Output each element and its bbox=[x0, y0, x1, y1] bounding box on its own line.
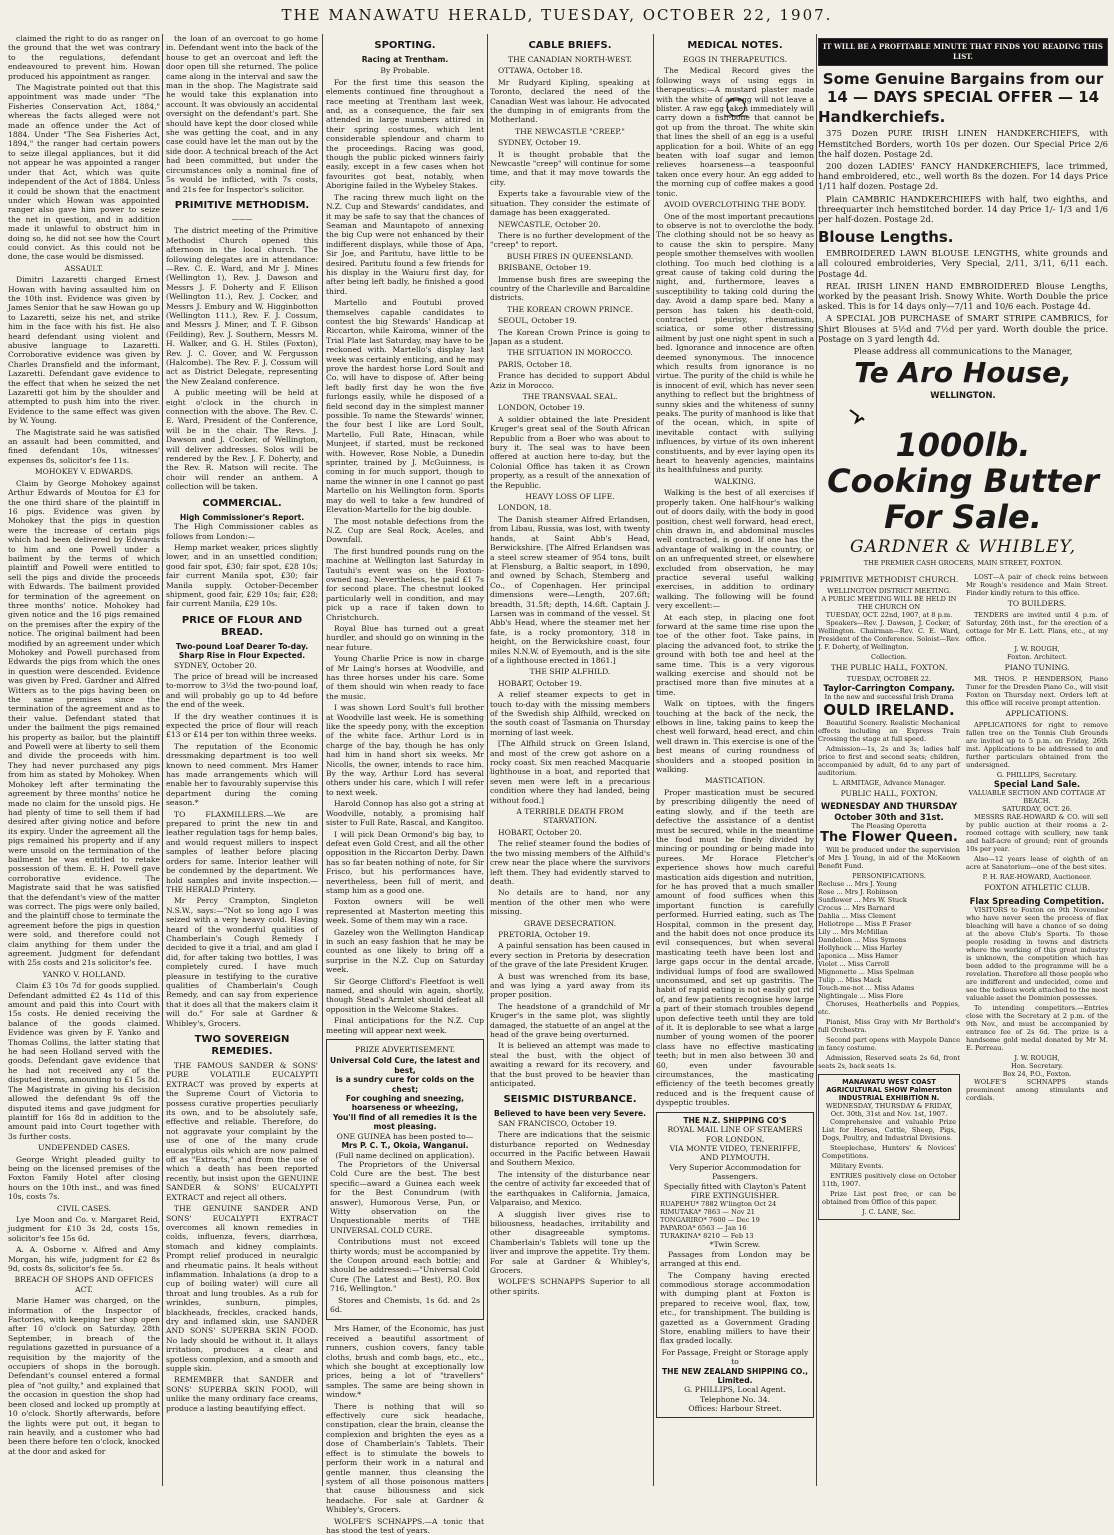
race-cycle-seed-ads bbox=[657, 84, 814, 1486]
column-1 bbox=[8, 34, 160, 1488]
prize-advertisement bbox=[326, 1039, 484, 1320]
ad-text: 200 dozen LADIES' FANCY HANDKERCHIEFS, lace trimmed, hand embroidered, etc., well worth 8s the dozen. For 14 days Price 1/11 half dozen. Postage 2d. bbox=[818, 161, 1108, 192]
article-text: Hemp market weaker, prices slightly lower, and in an unsettled condition; good fair spot, £30; fair spot, £28 10s; fair current Manila spot, £30; fair Manila supply. October-December shipment, good fair, £29 10s; fair, £28; fair current Manila, £29 10s. bbox=[166, 542, 318, 609]
article-text: The first hundred pounds rung on the machine at Wellington last Saturday in Tautuhi's event was on the Foxton-owned nag. Nevertheless, he paid £1 7s for second place. The chestnut looked particularly well in condition, and may pick up a race if taken down to Christchurch. bbox=[326, 546, 484, 622]
subheading: EGGS IN THERAPEUTICS. bbox=[682, 55, 788, 64]
ad-text: Contributions must not exceed thirty words; must be accompanied by the Coupon around each bottle; and should be addressed:—"Universal Cold Cure (The Latest and Best), P.O. Box 716, Wellington." bbox=[330, 1237, 480, 1294]
wellington: WELLINGTON. bbox=[930, 390, 996, 401]
column-6 bbox=[818, 34, 1108, 1488]
subheading: BUSH FIRES IN QUEENSLAND. bbox=[506, 251, 634, 261]
article-text: The headstone of a grandchild of Mr Kruger's in the same plot, was slightly damaged, the statuette of an angel at the head of the grave being overturned. bbox=[490, 1001, 650, 1039]
ad-line: Hon. Secretary. bbox=[1010, 1061, 1063, 1070]
headline-sporting: SPORTING. bbox=[374, 40, 436, 51]
article-text: A public meeting will be held at eight o'clock in the church in connection with the above. The Rev. C. E. Ward, President of the Conference, will be in the chair. The Revs. J. Dawson and J. Cocker, of Wellington, will deliver addresses. Solos will be rendered by the Rev. J. F. Doherty, and the Rev. R. Matson will recite. The choir will render an anthem. A collection will be taken. bbox=[166, 388, 318, 492]
subheading: GRAVE DESECRATION. bbox=[523, 918, 617, 928]
subheading: A TERRIBLE DEATH FROM STARVATION. bbox=[516, 807, 624, 826]
headline-remedies: TWO SOVEREIGN REMEDIES. bbox=[194, 1034, 290, 1057]
ad-line: *Twin Screw. bbox=[709, 1240, 761, 1250]
article-text: [The Alfhild struck on Green Island, and most of the crew got ashore on a rocky coast. Six men reached Macquarie lighthouse in a boat, and reported that seven men were left in a precarious condition where they had landed, being without food.] bbox=[490, 739, 650, 805]
article-text: TO FLAXMILLERS.—We are prepared to print the new tin and leather regulation tags for hemp bales, and would request millers to inspect samples of leather before placing orders for same. Interior leather will be condemned by the department. We hold samples and invite inspection.—THE HERALD Printery. bbox=[166, 809, 318, 894]
article-text: WOLFE'S SCHNAPPS.—A tonic that has stood the test of years. bbox=[326, 1516, 484, 1535]
ad-heading: THE PUBLIC HALL, FOXTON. bbox=[830, 662, 948, 672]
ad-text: MR. THOS. P. HENDERSON, Piano Tuner for the Dresden Piano Co., will visit Foxton on Thursday next. Orders left at this office will receive prompt attention. bbox=[966, 675, 1108, 708]
ad-line: Telephone No. 34. bbox=[699, 1394, 770, 1404]
ad-text: Admission—1s, 2s and 3s; ladies half price to first and second seats; children, accompanied by adult, 6d to any part of auditorium. bbox=[818, 745, 960, 778]
role-row: Hollyhock ... Miss Harley bbox=[818, 943, 903, 952]
ad-heading: TO BUILDERS. bbox=[1007, 598, 1067, 608]
article-text: The district meeting of the Primitive Methodist Church opened this afternoon in the local church. The following delegates are in attendance:—Rev. C. E. Ward, and Mr J. Mines (Wellington 1), Rev. J. Dawson and Messrs J. F. Doherty and F. Ellison (Wellington 11.), Rev. J. Cocker, and Messrs J. Embury and W. Higginbotton (Wellington 111.), Rev. F. J. Cossum, and Messrs J. Miner, and T. F. Gibson (Feilding), Rev. J. Southern, Messrs M. H. Walker, and G. H. Stiles (Foxton), Rev. J. C. Gover, and W. Fergusson (Halcombe). The Rev. F. J. Cossum will act as District Delegate, representing the New Zealand conference. bbox=[166, 226, 318, 386]
butter-heading: Cooking Butter bbox=[827, 461, 1099, 500]
ad-line: J. W. ROUGH, bbox=[1014, 644, 1060, 653]
ad-text: Admission, Reserved seats 2s 6d, front seats 2s, back seats 1s. bbox=[818, 1053, 960, 1070]
ship-row: TURAKINA* 8210 — Feb 13 bbox=[660, 1232, 754, 1241]
article-text: claimed the right to do as ranger on the ground that the wet was contrary to the regulations, defendant endeavoured to prevent him. Howan produced his appointment as ranger. bbox=[8, 34, 160, 81]
ad-text: Second part opens with Maypole Dance in fancy costume. bbox=[818, 1035, 960, 1052]
ad-heading: PIANO TUNING. bbox=[1004, 662, 1070, 672]
ship-row: PAPAROA* 6563 — Jan 16 bbox=[660, 1224, 747, 1233]
subheading: High Commissioner's Report. bbox=[179, 512, 305, 522]
article-text: There are indications that the seismic disturbance reported on Wednesday occurred in the Pacific between Hawaii and Southern Mexico. bbox=[490, 1130, 650, 1168]
small-ads-right bbox=[966, 573, 1108, 1224]
ad-text: Passages from London may be arranged at this end. bbox=[660, 1249, 810, 1269]
subheading: Racing at Trentham. bbox=[361, 55, 449, 64]
article-text: The most notable defections from the N.Z. Cup are Seal Rock, Aceles, and Downfall. bbox=[326, 516, 484, 545]
article-text: A sluggish liver gives rise to biliousness, headaches, irritability and other disagreeable symptoms. Chamberlain's Tablets will tone up the liver and improve the appetite. Try them. For sale at Gardner & Whibley's, Grocers. bbox=[490, 1209, 650, 1275]
headline-medical-notes: MEDICAL NOTES. bbox=[687, 40, 783, 51]
article-text: The Magistrate said he was satisfied an assault had been committed, and fined defendant 10s, witnesses' expenses 8s, solicitor's fee 11s. bbox=[8, 427, 160, 465]
dateline: LONDON, October 19. bbox=[498, 403, 585, 413]
dateline: SYDNEY, October 20. bbox=[174, 660, 257, 670]
ad-line: L. ARMITAGE, Advance Manager. bbox=[832, 779, 946, 788]
dateline: HOBART, October 19. bbox=[498, 678, 582, 688]
subheading: YANKO V. HOLLAND. bbox=[42, 969, 126, 979]
article-text: The relief steamer found the bodies of the two missing members of the Alfhild's crew near the place where the survivors left them. They had evidently starved to death. bbox=[490, 839, 650, 886]
ship-row: TONGARIRO* 7600 — Dec 19 bbox=[660, 1216, 760, 1225]
role-row: Tulip ... Miss Mack bbox=[818, 975, 882, 984]
article-text: I will pick Dean Ormond's big bay, to defeat even Gold Crest, and all the other opposition in the Riccarton Derby. Dawn has so far beaten nothing of note, for Sir Frisco, but his performances have, nevertheless, been full of merit, and stamp him as a good one. bbox=[326, 829, 484, 895]
article-text: The Korean Crown Prince is going to Japan as a student. bbox=[490, 327, 650, 346]
article-text: Immense bush fires are sweeping the country of the Charleville and Barcaldine districts. bbox=[490, 274, 650, 303]
bargain-heading: Some Genuine Bargains from our bbox=[822, 70, 1104, 89]
article-text: I was shown Lord Soult's full brother at Woodville last week. He is something like the speedy pony, with the exception of the white face. Arthur Lord is in charge of the bay, though he has only had him in hand short six weeks. Mr Nicolls, the owner, intends to race him. By the way, Arthur Lord has several others under his care, which I will refer to next week. bbox=[326, 703, 484, 797]
ad-text: The Proprietors of the Universal Cold Cure are the best. The best specific—award a Guinea each week for the Best Conundrum (with answer), Humorous Verse, Pun, or Witty observation on the Unquestionable merits of THE UNIVERSAL COLD CURE. bbox=[330, 1159, 480, 1235]
headline-commercial: COMMERCIAL. bbox=[202, 497, 282, 509]
small-ads-left bbox=[818, 573, 960, 1224]
ad-text: Also—12 years lease of eighth of an acre at Sanatorium—one of the best sites. bbox=[966, 855, 1108, 872]
ad-line: Very Superior Accommodation for Passengers. bbox=[669, 1162, 801, 1182]
article-text: For the first time this season the elements continued fine throughout a race meeting at Trentham last week, and, as a consequence, the fair sex attended in large numbers attired in their spring costumes, which lent considerable splendour and charm to the proceedings. Racing was good, though the public picked winners fairly easily, except in a few cases when hot favourites got beat, notably, when Aborigine failed in the Wybeley Stakes. bbox=[326, 77, 484, 191]
ad-line: Mrs P. C. T., Okoia, Wanganui. bbox=[341, 1141, 469, 1151]
ad-line: G. PHILLIPS, Secretary. bbox=[996, 771, 1078, 780]
article-text: THE FAMOUS SANDER & SONS' PURE VOLATILE EUCALYPTI EXTRACT was proved by experts at the Supreme Court of Victoria to possess curative properties peculiarly its own, and to be absolutely safe, effective and reliable. Therefore, do not aggravate your complaint by the use of one of the many crude eucalyptus oils which are now palmed off as "Extracts," and from the use of which a death has been reported recently, but insist upon the GENUINE SANDER & SONS' EUCALYPTI EXTRACT and reject all others. bbox=[166, 1061, 318, 1202]
article-text: One of the most important precautions to observe is not to overclothe the body. The clothing should not be so heavy as to cause the skin to perspire. Many people smother themselves with woollen clothing. Too much bed clothing is a great cause of taking cold during the night, and, furthermore, leaves a susceptibility to taking cold during the day. Avoid a damp spare bed. Many a person has taken his death-cold, contracted pleurisy, rheumatism, sciatica, or some other distressing ailment by just one night spent in such a bed. Ignorance and innocence are often deemed synonymous. The innocence which results from ignorance is no virtue. The purity of the child is while he is innocent of evil, which has never seen anything to reflect but the brightness of sunny skies and the whiteness of sunny peaks. The purity of manhood is like that of the ocean, which, in spite of inevitable contact with sullying influences, by virtue of its own inherent constituents, and by ever laying open its heart to heavenly agencies, maintains its healthfulness and purity. bbox=[656, 211, 814, 475]
blouse-heading: Blouse Lengths. bbox=[818, 228, 954, 247]
ad-text: VISITORS to Foxton on 9th November who have never seen the process of flax bleaching will have a chance of so doing at the above Club's Sports. To those people residing in towns and districts where the working of this great industry is unknown, the competition which has been added to the programme will be a revelation. Therefore all those people who are indifferent and undecided, come and see the tedious work attached to the most valuable asset the Dominion possesses. bbox=[966, 905, 1108, 1002]
ad-heading: APPLICATIONS. bbox=[1005, 709, 1069, 719]
article-text: No details are to hand, nor any mention of the other men who were missing. bbox=[490, 888, 650, 917]
subheading: THE NEWCASTLE "CREEP." bbox=[515, 126, 625, 136]
article-text: REMEMBER that SANDER and SONS' SUPERBA SKIN FOOD, will unlike the many ordinary face creams, produce a lasting beautifying effect. bbox=[166, 1375, 318, 1413]
special-offer: 14 — DAYS SPECIAL OFFER — 14 bbox=[826, 88, 1100, 107]
headline-flour: PRICE OF FLOUR AND BREAD. bbox=[181, 614, 303, 638]
royal-crest-icon bbox=[716, 94, 756, 120]
role-row: Violet ... Miss Carroll bbox=[818, 959, 890, 968]
dateline: OTTAWA, October 18. bbox=[498, 66, 583, 76]
dateline: PRETORIA, October 19. bbox=[498, 929, 591, 939]
ad-text: Steeplechase, Hunters' & Novices' Competitions. bbox=[822, 1143, 956, 1160]
article-text: Sir George Clifford's Fleetfoot is well named, and should win again, shortly, though Stead's Armlet should defeat all opposition in the Welcome Stakes. bbox=[326, 976, 484, 1014]
subheading: THE CANADIAN NORTH-WEST. bbox=[508, 55, 632, 64]
article-text: Claim by George Mohokey against Arthur Edwards of Moutoa for £3 for the one third share of the plaintiff in 16 pigs. Evidence was given by Mohokey that the pigs in question were the increase of certain pigs which had been delivered by Edwards to him and one Powell under a bailment by the terms of which plaintiff and Powell were entitled to sell the pigs and divide the proceeds with Edwards. The bailment provided for termination of the agreement on three months' notice. Mohokey had given notice and the 16 pigs remained on the premises after the expiry of the notice. The original bailment had been modified by an agreement under which Mohokey and Powell purchased from Edwards the pigs from which the ones in question were descended. Evidence was given by Fred. Gardner and Alfred Witters as to the pigs having been on the same premises since the termination of the agreement and as to their value. Defendant stated that under the bailment the pigs remained his property as bailor, but the plaintiff and Powell were at liberty to sell them and divide the proceeds with him. They had never purchased any pigs from him as stated by Mohokey. When Mohokey left after terminating the agreement by three months' notice he made no claim for the unsold pigs. He had plenty of time to sell them if had desired after giving notice and before its expiry. Under the agreement all the pigs remained his property and if any were unsold on the termination of the bailment he was entitled to retake possession of them. E. H. Powell gave corroborative evidence. The Magistrate said that he was satisfied that the defendant's view of the matter was correct. The pigs were only bailed, and the plaintiff chose to terminate the agreement before the pigs in question were sold, and therefore could not claim anything for them under the agreement. Judgment for defendant with 25s costs and 21s solicitor's fee. bbox=[8, 478, 160, 968]
ad-text: Speakers—Rev. J. Dawson, J. Cocker, of Wellington. Chairman—Rev. C. E. Ward, President of the Conference. Soloist—Rev. J. F. Doherty, of Wellington. bbox=[818, 618, 960, 651]
ad-text: Will be produced under the supervision of Mrs J. Young, in aid of the McKeown Benefit Fund. bbox=[818, 845, 960, 870]
ad-text: Military Events. bbox=[830, 1161, 884, 1170]
headline-cable-briefs: CABLE BRIEFS. bbox=[528, 40, 612, 51]
gw-address: THE PREMIER CASH GROCERS, MAIN STREET, FOXTON. bbox=[863, 558, 1063, 567]
article-text: It is thought probable that the Newcastle "creep" will continue for some time, and that it may move towards the city. bbox=[490, 149, 650, 187]
ad-line: Box 24, P.O., Foxton. bbox=[1002, 1069, 1072, 1078]
byline: By Probable. bbox=[380, 66, 430, 76]
ad-line: You'll find of all remedies it is the most pleasing. bbox=[333, 1112, 477, 1132]
te-aro-house: Te Aro House, bbox=[854, 356, 1072, 390]
ad-line: The Pleasing Operetta bbox=[851, 821, 927, 830]
ad-line: ROYAL MAIL LINE OF STEAMERS FOR LONDON. bbox=[667, 1125, 803, 1144]
article-text: Experts take a favourable view of the situation. They consider the estimate of damage has been exaggerated. bbox=[490, 189, 650, 218]
article-text: At each step, in placing one foot forward at the same time rise upon the toe of the other foot. Take pains, in placing the advanced foot, to strike the ground with both toe and heel at the same time. This is a very vigorous walking exercise and should not be practised more than five minutes at a time. bbox=[656, 612, 814, 697]
ad-text: EMBROIDERED LAWN BLOUSE LENGTHS, white grounds and all coloured embroideries, Very Special, 2/11, 3/11, 6/11 each. Postage 4d. bbox=[818, 248, 1108, 279]
article-text: Marie Hamer was charged, on the information of the Inspector of Factories, with keeping her shop open after 10 o'clock on Saturday, 28th September, in breach of the regulations gazetted in pursuance of a requisition by the majority of the occupiers of shops in the borough. Defendant's counsel entered a formal plea of "not guilty," and explained that the occasion in question the shop had been closed and locked up promptly at 10 o'clock. Shortly afterwards, before the lights were put out, it began to rain heavily, and a customer who had been there before ten o'clock, knocked at the door and asked for bbox=[8, 1296, 160, 1456]
ad-line: Offices: Harbour Street. bbox=[688, 1404, 782, 1414]
article-text: There is no further development of the "creep" to report. bbox=[490, 230, 650, 250]
ad-line: is a sundry cure for colds on the chest; bbox=[335, 1075, 475, 1094]
subheading: ASSAULT. bbox=[64, 263, 104, 273]
column-rule bbox=[816, 34, 817, 1486]
ad-text: APPLICATIONS for right to remove fallen tree on the Tennis Club Grounds are invited up to 5 p.m. on Friday, 26th inst. Applications to be addressed to and further particulars obtained from the undersigned. bbox=[966, 721, 1108, 770]
dateline: NEWCASTLE, October 20. bbox=[498, 219, 601, 229]
ad-text: ENTRIES positively close on October 11th, 1907. bbox=[822, 1171, 956, 1188]
article-text: Walk on tiptoes, with the fingers touching at the back of the neck, the elbows in line, taking pains to keep the chest well forward, head erect, and chin well drawn in. This exercise is one of the best means of curing roundness of shoulders and a stooped position in walking. bbox=[656, 699, 814, 775]
ad-text: The Company having erected commodious storage accommodation with dumping plant at Foxton is prepared to receive wool, flax, tow, etc., for transhipment. The building is gazetted as a Government Grading Store, enabling millers to have their flax graded locally. bbox=[660, 1270, 810, 1346]
ad-heading: PRIMITIVE METHODIST CHURCH. bbox=[819, 574, 959, 584]
ad-heading: PRIZE ADVERTISEMENT. bbox=[354, 1045, 456, 1055]
ad-line: Specially fitted with Clayton's Patent FIRE EXTINGUISHER. bbox=[663, 1181, 807, 1200]
column-4 bbox=[490, 34, 650, 1488]
article-text: The price of bread will be increased to-morrow to 3½d the two-pound loaf, and will probably go up to 4d before the end of the week. bbox=[166, 671, 318, 710]
article-text: It is believed an attempt was made to steal the bust, with the object of awaiting a reward for its recovery, and that the bust proved to be heavier than anticipated. bbox=[490, 1041, 650, 1089]
article-text: There is nothing that will so effectively cure sick headache, constipation, clear the brain, cleanse the complexion and brighten the eyes as a dose of Chamberlain's Tablets. Their effect is to stimulate the bowels to perform their work in a natural and gentle manner, thus cleansing the system of all those poisonous matters that cause biliousness and sick headache. For sale at Gardner & Whibley's, Grocers. bbox=[326, 1401, 484, 1515]
ad-heading: Special Land Sale. bbox=[993, 779, 1081, 790]
subheading: Sharp Rise in Flour Expected. bbox=[178, 651, 306, 661]
article-text: The Danish steamer Alfred Erlandsen, from Libau, Russia, was lost, with twenty hands, at Saint Abb's Head, Berwickshire. [The Alfred Erlandsen was a steel screw steamer of 954 tons, built at Flensburg, a Baltic seaport, in 1890, and owned by Schach, Stemberg and Co., of Copenhagen. Her principal dimensions were—Length, 207.6ft; breadth, 31.5ft; depth, 14.6ft. Captain J. Larsen was in command of the vessel. St Abb's Head, where the steamer met her fate, is a rocky promontory, 318 in height, on the Berwickshire coast, four miles N.N.W. of Eyemouth, and is the site of a lighthouse erected in 1861.] bbox=[490, 514, 650, 665]
role-row: Dahlia ... Miss Clement bbox=[818, 911, 896, 920]
ad-line: SATURDAY, OCT. 26. bbox=[1002, 805, 1072, 814]
ad-text: Plain CAMBRIC HANDKERCHIEFS with half, two eighths, and threequarter inch hemstitched border. 14 day Price 1/- 1/3 and 1/6 per half-dozen. Postage 2d. bbox=[818, 193, 1108, 225]
subheading: UNDEFENDED CASES. bbox=[38, 1143, 130, 1153]
role-row: Crocus ... Mrs Barnard bbox=[818, 903, 895, 912]
subheading: THE SITUATION IN MOROCCO. bbox=[507, 348, 633, 358]
ad-text: TENDERS are invited until 4 p.m. of Saturday, 26th inst., for the erection of a cottage for Mr E. Lett. Plans, etc., at my office. bbox=[966, 610, 1108, 643]
ad-line: PERSONIFICATIONS. bbox=[852, 871, 926, 880]
ad-line: In the new and successful Irish Drama bbox=[824, 693, 954, 702]
article-text: A. A. Osborne v. Alfred and Amy Morgan, his wife, judgment for £2 8s 9d, costs 8s, solicitor's fee 5s. bbox=[8, 1245, 160, 1273]
ad-line: TUESDAY, OCTOBER 22. bbox=[846, 675, 932, 684]
ad-line: TUESDAY, OCT. 22nd, 1907, at 8 p.m. bbox=[825, 610, 953, 619]
dateline: HOBART, October 20. bbox=[498, 827, 582, 837]
column-rule bbox=[162, 34, 163, 1486]
pointing-hand-icon bbox=[848, 406, 866, 424]
article-text: WOLFE'S SCHNAPPS Superior to all other spirits. bbox=[490, 1277, 650, 1296]
subheading: THE SHIP ALFHILD. bbox=[529, 667, 611, 677]
article-text: A bust was wrenched from its base, and was lying a yard away from its proper position. bbox=[490, 971, 650, 1000]
butter-for-sale: For Sale. bbox=[884, 497, 1042, 536]
ad-text: Pianist, Miss Gray with Mr Berthold's full Orchestra. bbox=[818, 1017, 960, 1034]
gardner-whibley: GARDNER & WHIBLEY, bbox=[850, 536, 1076, 557]
dateline: SAN FRANCISCO, October 19. bbox=[498, 1118, 617, 1128]
article-text: Mr Rudyard Kipling, speaking at Toronto, declared the need of the Canadian West was labour. He advocated the dumping in of emigrants from the Motherland. bbox=[490, 77, 650, 125]
ad-line: ONE GUINEA has been posted to— bbox=[336, 1131, 474, 1141]
ad-line: Flax Spreading Competition. bbox=[969, 895, 1105, 906]
role-row: Rose ... Mrs J. Robinson bbox=[818, 887, 898, 896]
ad-text: Choruses, Heatherbells and Poppies, etc. bbox=[818, 999, 960, 1016]
column-rule bbox=[487, 34, 488, 1486]
ad-text: REAL IRISH LINEN HAND EMBROIDERED Blouse Lengths, worked by the peasant Irish. Snowy White. Worth Double the price asked. This is for 14 days only—7/11 and 10/6 each. Postage 4d. bbox=[818, 280, 1108, 312]
ad-text: Beautiful Scenery. Realistic Mechanical effects including an Express Train Crossing the stage at full speed. bbox=[818, 719, 960, 744]
manager-note: Please address all communications to the Manager, bbox=[853, 346, 1073, 357]
article-text: Claim £3 10s 7d for goods supplied. Defendant admitted £2 4s 11d of this amount and paid this into Court with 15s costs. He denied receiving the balance of the goods claimed. Evidence was given by F. Yanko and Thomas Collins, the latter stating that he had seen Holland served with the goods. Defendant gave evidence that he had not received any of the disputed items, amounting to £1 5s 8d. The Magistrate in giving his decision allowed the defendant 9s off the disputed items and gave judgment for plaintiff for 16s 8d in addition to the amount paid into Court together with 3s further costs. bbox=[8, 981, 160, 1141]
ship-row: RIMUTAKA* 7863 — Nov 21 bbox=[660, 1208, 756, 1217]
ould-ireland: OULD IRELAND. bbox=[823, 701, 955, 720]
ad-line: INDUSTRIAL EXHIBITION N. bbox=[838, 1093, 940, 1102]
article-text: Foxton owners will be well represented at Masterton meeting this week. Some of them may win a race. bbox=[326, 897, 484, 926]
ad-line: J. W. ROUGH, bbox=[1014, 1053, 1060, 1062]
ad-line: Foxton. Architect. bbox=[1007, 652, 1067, 661]
article-text: George Wright pleaded guilty to being on the licensed premises of the Foxton Family Hotel after closing hours on the 10th inst., and was fined 10s, costs 7s. bbox=[8, 1154, 160, 1202]
ad-text: 375 Dozen PURE IRISH LINEN HANDKERCHIEFS, with Hemstitched Borders, worth 10s per dozen. Our Special Price 2/6 the half dozen. Postage 2d. bbox=[818, 128, 1108, 159]
article-text: The racing threw much light on the N.Z. Cup and Stewards' candidates, and it may be safe to say that the chances of Seaman and Mauntapoto of annexing the big Cup were not enhanced by their indifferent displays, while those of Apa, Sir Joe, and Paritutu, have little to be desired. Paritutu found a few friends for his display in the Waiuru first day, for after being left badly, he finished a good third. bbox=[326, 192, 484, 296]
subheading: CIVIL CASES. bbox=[56, 1203, 112, 1213]
butter-weight: 1000lb. bbox=[895, 425, 1031, 464]
ship-row: RUAPEHU* 7882 W'lington Oct 24 bbox=[660, 1200, 777, 1209]
flower-queen: The Flower Queen. bbox=[820, 829, 958, 845]
article-text: Gazeley won the Wellington Handicap in such an easy fashion that he may be counted as one likely to bring off a surprise in the N.Z. Cup on Saturday week. bbox=[326, 927, 484, 975]
ad-line: VALUABLE SECTION AND COTTAGE AT BEACH. bbox=[968, 789, 1106, 806]
ad-line: For Passage, Freight or Storage apply to bbox=[661, 1347, 809, 1367]
ad-line: WELLINGTON DISTRICT MEETING. bbox=[827, 586, 951, 595]
article-text: The reputation of the Economic dressmaking department is too well known to need comment. Mrs Hamer has made arrangements which will enable her to favourably supervise this department during the coming season.* bbox=[166, 741, 318, 808]
ad-text: A SPECIAL JOB PURCHASE of SMART STRIPE CAMBRICS, for Shirt Blouses at 5½d and 7½d per yard. Worth double the price. Postage on 3 yard length 4d. bbox=[818, 313, 1108, 344]
article-text: A painful sensation has been caused in every section in Pretoria by desecration of the grave of the late President Kruger. bbox=[490, 941, 650, 970]
ad-text: Stores and Chemists, 1s 6d. and 2s 6d. bbox=[330, 1295, 480, 1314]
article-text: The intensity of the disturbance near the centre of activity far exceeded that of the earthquakes in California, Jamaica, Valparaiso, and Mexico. bbox=[490, 1169, 650, 1208]
article-text: the loan of an overcoat to go home in. Defendant went into the back of the house to get an overcoat and left the door open till she returned. The police came along in the interval and saw the man in the shop. The Magistrate said he would take this explanation into account. It was obviously an accidental oversight on the defendant's part. She should have kept the door closed while she was getting the coat, and in any case could have let the man out by the side door. A technical breach of the Act had been committed, but under the circumstances only a nominal fine of 5s would be inflicted, with 7s costs, and 21s fee for Inspector's solicitor. bbox=[166, 34, 318, 194]
column-2 bbox=[166, 34, 318, 1488]
ad-line: MANAWATU WEST COAST bbox=[842, 1077, 936, 1086]
article-text: Young Charlie Price is now in charge of Mr Laing's horses at Woodville, and has three horses under his care. Some of them should win when ready to face the music. bbox=[326, 654, 484, 701]
ad-line: Oct. 30th, 31st and Nov. 1st, 1907. bbox=[830, 1109, 948, 1118]
article-text: THE GENUINE SANDER AND SONS' EUCALYPTI EXTRACT overcomes all known remedies in colds, influenza, fevers, diarrhœa, stomach and kidney complaints. Prompt relief produced in neuralgic and rheumatic pains. It heals without inflammation. Inhalations (a drop to a cup of boiling water) will cure all throat and lung troubles. As a rub for wrinkles, sunburn, pimples, blackheads, freckles, cracked hands, dry and inflamed skin, use SANDER AND SONS' SUPERBA SKIN FOOD. No lady should be without it. It allays irritation, produces a clear and spotless complexion, and a smooth and supple skin. bbox=[166, 1204, 318, 1373]
ad-text: To intending competitors.—Entries close with the Secretary at 2 p.m. of the 9th Nov., and must be accompanied by entrance fee of 2s 6d. The prize is a handsome gold medal donated by Mr M. E. Perreau. bbox=[966, 1003, 1108, 1052]
ad-heading: PUBLIC HALL, FOXTON. bbox=[840, 789, 938, 799]
article-text: If the dry weather continues it is expected the price of flour will reach £13 or £14 per ton within three weeks. bbox=[166, 711, 318, 740]
ad-text: Prize List post free, or can be obtained from Office of this paper. bbox=[822, 1189, 956, 1206]
ad-line: WEDNESDAY, THURSDAY & FRIDAY, bbox=[825, 1101, 953, 1110]
ad-line: A PUBLIC MEETING WILL BE HELD IN THE CHURCH ON bbox=[821, 594, 957, 611]
dateline: SEOUL, October 19. bbox=[498, 316, 577, 326]
ad-text: WOLFE'S SCHNAPPS stands preeminent among stimulants and cordials. bbox=[966, 1077, 1108, 1102]
ad-line: (Full name declined on application). bbox=[335, 1150, 475, 1160]
ad-text: MESSRS RAE-HOWARD & CO. will sell by public auction at their rooms a 2-roomed cottage with scullery, new tank and half-acre of ground; rent of grounds 10s per year. bbox=[966, 813, 1108, 854]
ad-line: For coughing and sneezing, hoarseness or wheezing, bbox=[345, 1094, 465, 1113]
role-row: Nightingale ... Miss Flore bbox=[818, 991, 904, 1000]
subheading: THE KOREAN CROWN PRINCE. bbox=[507, 304, 633, 314]
article-text: Final anticipations for the N.Z. Cup meeting will appear next week. bbox=[326, 1016, 484, 1035]
ad-text: LOST—A pair of check reins between Mr Rough's residence and Main Street. Finder kindly return to this office. bbox=[966, 572, 1108, 597]
subheading: AVOID OVERCLOTHING THE BODY. bbox=[663, 200, 807, 210]
subheading: THE TRANSVAAL SEAL. bbox=[522, 392, 618, 401]
article-text: France has decided to support Abdul Aziz in Morocco. bbox=[490, 371, 650, 390]
role-row: Heliotrope ... Miss P. Fraser bbox=[818, 919, 912, 928]
dateline: SYDNEY, October 19. bbox=[498, 138, 581, 148]
subheading: MASTICATION. bbox=[704, 776, 766, 786]
ad-line: J. C. LANE, Sec. bbox=[862, 1207, 916, 1216]
article-text: Lye Moon and Co. v. Margaret Reid, judgment for £10 3s 2d, costs 15s, solicitor's fee 15s 6d. bbox=[8, 1214, 160, 1243]
article-text: Dimitri Lazaretti charged Ernest Howan with having assaulted him on the 10th inst. Evidence was given by James Senior that he saw Howan go up to Lazaretti, seize his net, and strike him in the face with his fist. He also heard defendant using violent and abusive language to Lazaretti. Corroborative evidence was given by Charles Dransfield and the informant, Lazaretti. Defendant gave evidence to the effect that when he seized the net Lazaretti got him by the shoulder and attempted to push him into the river. Evidence to the same effect was given by W. Young. bbox=[8, 275, 160, 426]
ad-line: P. H. RAE-HOWARD, Auctioneer. bbox=[982, 873, 1092, 882]
subheading: MOHOKEY V. EDWARDS. bbox=[34, 467, 134, 477]
subheading: Believed to have been very Severe. bbox=[494, 1109, 646, 1119]
role-row: Dandelion ... Miss Symons bbox=[818, 935, 907, 944]
ad-line: Collection. bbox=[871, 652, 907, 661]
article-text: The High Commissioner cables as follows from London:— bbox=[166, 522, 318, 541]
role-row: Sunflower ... Mrs W. Stuck bbox=[818, 895, 907, 904]
ad-heading: FOXTON ATHLETIC CLUB. bbox=[984, 883, 1090, 893]
article-text: A relief steamer expects to get in touch to-day with the missing members of the Swedish ship Alfhild, wrecked on the south coast of Tasmania on Thursday morning of last week. bbox=[490, 690, 650, 737]
handkerchiefs-heading: Handkerchiefs. bbox=[818, 108, 946, 127]
article-text: Harold Connop has also got a string at Woodville, notably, a promising half sister to Full Rate, Rascal, and Kangitoo. bbox=[326, 799, 484, 828]
article-text: Mr Percy Crampton, Singleton N.S.W., says:—"Not so long ago I was seized with a very heavy cold. Having heard of the wonderful qualities of Chamberlain's Cough Remedy I decided to give it a trial, and am glad I did, for after taking two bottles, I was completely cured. I have much pleasure in testifying to the curative qualities of Chamberlain's Cough Remedy, and can say from experience that it does all that the makers claim it will do." For sale at Gardner & Whibley's, Grocers. bbox=[166, 896, 318, 1028]
role-row: Touch-me-not ... Miss Adams bbox=[818, 983, 915, 992]
ad-text: Comprehensive and valuable Prize List for Horses, Cattle, Sheep, Pigs, Dogs, Poultry, and Industrial Divisions. bbox=[822, 1117, 956, 1142]
small-ads bbox=[818, 573, 1108, 1224]
column-rule bbox=[322, 34, 323, 1486]
ad-line: WEDNESDAY AND THURSDAY October 30th and 31st. bbox=[820, 801, 958, 822]
headline-primitive-methodism: PRIMITIVE METHODISM. bbox=[174, 199, 310, 211]
article-text: The Magistrate pointed out that this appointment was made under "The Fisheries Conservation Act, 1884," whereas the facts alleged were not made an offence under the Act of 1884. Under "The Sea Fisheries Act, 1894," the ranger had certain powers to seize illegal appliances, but it did not appear he was appointed a ranger under that Act, which was quite independent of the Act of 1884. Unless it could be shown that the enactment under which Howan was appointed ranger also gave him power to seize the net in question, and in addition made it unlawful to obstruct him in doing so, he did not see how the Court could convict. As this could not be done, the case would be dismissed. bbox=[8, 83, 160, 262]
ad-line: THE NEW ZEALAND SHIPPING CO., Limited. bbox=[662, 1366, 808, 1386]
ad-line: Universal Cold Cure, the latest and best, bbox=[330, 1056, 480, 1075]
article-text: Royal Blue has turned out a great hurdler, and should go on winning in the near future. bbox=[326, 623, 484, 652]
article-text: A soldier obtained the late President Kruger's great seal of the South African Republic from a Boer who was about to bury it. The seal was to have been offered at auction here to-day, but the Colonial Office has taken it as Crown property, as a result of the annexation of the Republic. bbox=[490, 414, 650, 490]
column-3 bbox=[326, 34, 484, 1535]
masthead: THE MANAWATU HERALD, TUESDAY, OCTOBER 22, 1907. bbox=[281, 6, 833, 24]
ad-line: AGRICULTURAL SHOW Palmerston bbox=[826, 1085, 952, 1094]
ad-heading: THE N.Z. SHIPPING CO'S bbox=[683, 1115, 787, 1125]
dateline: LONDON, 18. bbox=[498, 503, 552, 513]
divider: ——— bbox=[231, 214, 253, 223]
role-row: Recluse ... Mrs J. Young bbox=[818, 879, 897, 888]
article-text: The Medical Record gives the following ways of using eggs in therapeutics:—A mustard plaster made with the white of an egg will not leave a blister. A raw egg taken immediately will carry down a fish-bone that cannot be got up from the throat. The white skin that lines the shell of an egg is a useful application for a boil. White of an egg beaten with loaf sugar and lemon relieves hoarseness—a teaspoonful taken once every hour. An egg added to the morning cup of coffee makes a good tonic. bbox=[656, 66, 814, 198]
subheading: BREACH OF SHOPS AND OFFICES ACT. bbox=[14, 1275, 154, 1294]
dateline: BRISBANE, October 19. bbox=[498, 263, 592, 273]
column-rule bbox=[653, 34, 654, 1486]
subheading: Two-pound Loaf Dearer To-day. bbox=[175, 641, 309, 651]
headline-seismic: SEISMIC DISTURBANCE. bbox=[503, 1094, 637, 1106]
subheading: HEAVY LOSS OF LIFE. bbox=[525, 492, 615, 502]
article-text: Proper mastication must be secured by prescribing diligently the need of eating slowly, and if the teeth are defective the assistance of a dentist must be secured, while in the meantime the food must be finely divided by mincing or pounding or being made into purees. Mr Horace Fletcher's experience shows how much careful mastication aids digestion and nutrition, for he has proved that a much smaller amount of food suffices when this important function is carefully performed. Hurried eating, such as The Hospital, common in the present day, and the habit does not once produce its evil consequences, but when several masticating teeth have been lost and large gaps occur in the dental arcade, individual lumps of food are swallowed unconsumed, and set up gastritis. The habit of rapid eating is not easily got rid of, and few patients recognise how large a part of their stomach troubles depend upon defective teeth until they are told of it. It is deplorable to see what a large number of young women of the poorer class have no effective masticating teeth; but in men also between 30 and 60, even under favourable circumstances, the masticating efficiency of the teeth becomes greatly reduced and is the frequent cause of dyspeptic troubles. bbox=[656, 787, 814, 1108]
company-name: Taylor-Carrington Company. bbox=[823, 683, 955, 694]
show-advertisement bbox=[818, 1074, 960, 1220]
subheading: WALKING. bbox=[714, 476, 756, 486]
role-row: Mignonette ... Miss Spelman bbox=[818, 967, 915, 976]
ad-line: VIA MONTE VIDEO, TENERIFFE, AND PLYMOUTH. bbox=[669, 1143, 801, 1163]
article-text: Walking is the best of all exercises if properly taken. One half-hour's walking out of doors daily, with the body in good position, chest well forward, head erect, chin drawn in, and abdominal muscles well contracted, is good. If one has the advantage of walking in the country, or on an unfrequented street, or elsewhere excluded from observation, he may practice several useful walking exercises, in addition to ordinary walking. The following will be found very excellent:— bbox=[656, 488, 814, 611]
bargain-banner: IT WILL BE A PROFITABLE MINUTE THAT FINDS YOU READING THIS LIST. bbox=[818, 38, 1108, 66]
role-row: Lily ... Mrs McMillan bbox=[818, 927, 888, 936]
ad-line: G. PHILLIPS, Local Agent. bbox=[684, 1385, 786, 1395]
dateline: PARIS, October 18. bbox=[498, 359, 572, 369]
role-row: Japonica ... Miss Hamer bbox=[818, 951, 898, 960]
article-text: Martello and Foutubi proved themselves capable candidates to contest the big Stewards' Handicap at Riccarton, while Kairoma, winner of the Trial Plate last Saturday, may have to be reckoned with. Martello's display last week was certainly enticing, and he may prove the hardest horse Lord Soult and Co. will have to dispose of. After being left badly first day he won the five furlongs easily, while he disposed of a field second day in the simplest manner possible. To name the Stewards' winner, the four best I like are Lord Soult, Martello, Full Rate, Hinacan, while Munjeet, if started, must be reckoned with. However, Rose Noble, a Dunedin sprinter, trained by J. McGuinness, is coming in for much support, though to name the winner in one I cannot go past Martello on his Wellington form. Sports may do well to take a few hundred of Elevation-Martello for the big double. bbox=[326, 298, 484, 515]
article-text: Mrs Hamer, of the Economic, has just received a beautiful assortment of runners, cushion covers, fancy table cloths, brush and comb bags, etc., etc., which she bought at exceptionally low prices, being a lot of "travellers" samples. The same are being shown in window.* bbox=[326, 1324, 484, 1400]
